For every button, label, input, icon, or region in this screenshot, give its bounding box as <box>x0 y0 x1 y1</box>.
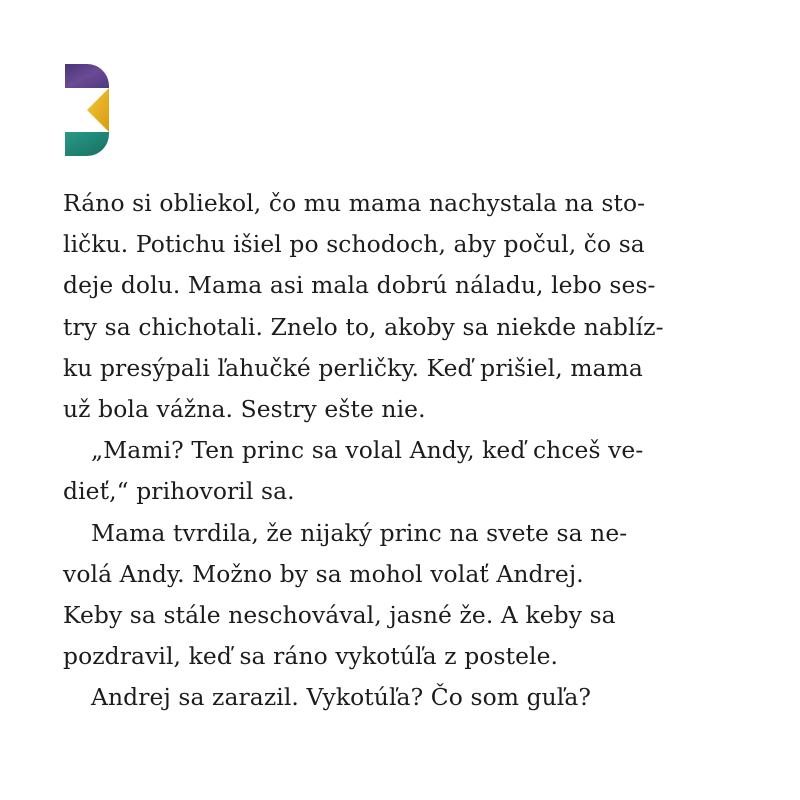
text-line: try sa chichotali. Znelo to, akoby sa niekde nablíz- <box>63 312 664 341</box>
text-line: volá Andy. Možno by sa mohol volať Andrej. <box>63 559 584 588</box>
text-line: pozdravil, keď sa ráno vykotúľa z postele. <box>63 642 559 671</box>
text-line: deje dolu. Mama asi mala dobrú náladu, lebo ses- <box>63 271 656 300</box>
text-line-paragraph-start: Mama tvrdila, že nijaký princ na svete sa ne- <box>91 518 628 547</box>
text-line-paragraph-start: Andrej sa zarazil. Vykotúľa? Čo som guľa? <box>91 683 592 712</box>
text-line: ku presýpali ľahučké perličky. Keď prišiel, mama <box>63 353 643 382</box>
text-line: Keby sa stále neschovával, jasné že. A keby sa <box>63 600 616 629</box>
body-text <box>63 183 763 718</box>
text-line: ličku. Potichu išiel po schodoch, aby počul, čo sa <box>63 230 645 259</box>
text-line: už bola vážna. Sestry ešte nie. <box>63 394 426 423</box>
chapter-three-numeral-icon <box>65 64 109 156</box>
text-line: dieť,“ prihovoril sa. <box>63 477 295 506</box>
text-line-paragraph-start: „Mami? Ten princ sa volal Andy, keď chceš ve- <box>91 436 644 465</box>
text-line: Ráno si obliekol, čo mu mama nachystala na sto- <box>63 189 646 217</box>
